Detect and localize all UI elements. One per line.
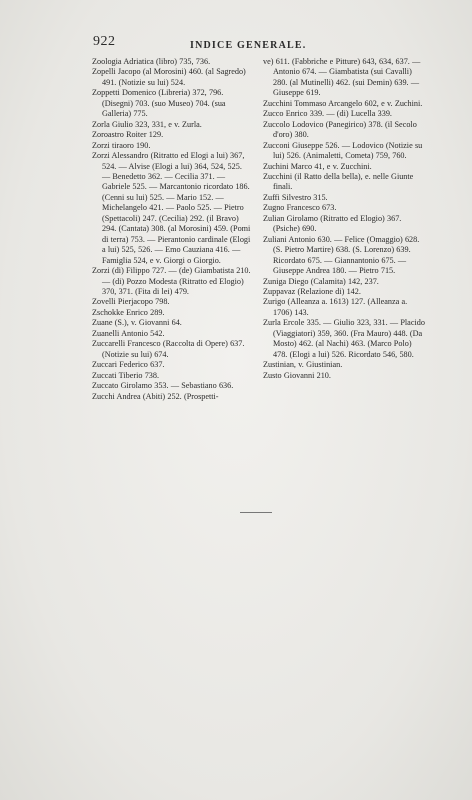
- index-entry: Zovelli Pierjacopo 798.: [92, 297, 170, 307]
- index-entry: Zoroastro Roiter 129.: [92, 130, 164, 140]
- index-entry: Zusto Giovanni 210.: [263, 370, 331, 380]
- index-entry: Zustinian, v. Giustinian.: [263, 360, 343, 370]
- index-entry: Zurla Ercole 335. — Giulio 323, 331. — Placido (Viaggiatori) 359, 360. (Fra Mauro) 448. (Da Mosto) 462. (al Nachi) 463. (Marco Polo) 478. (Elogi a lui) 526. Ricordato 546, 580.: [263, 318, 425, 359]
- index-entry: Zucconi Giuseppe 526. — Lodovico (Notizie su lui) 526. (Animaletti, Cometa) 759, 760.: [263, 140, 423, 161]
- index-entry: Zuccarelli Francesco (Raccolta di Opere) 637. (Notizie su lui) 674.: [92, 339, 245, 359]
- index-column-left: [92, 57, 252, 402]
- index-entry: Zucco Enrico 339. — (di) Lucella 339.: [263, 109, 392, 119]
- index-entry: Zurigo (Alleanza a. 1613) 127. (Alleanza a. 1706) 143.: [263, 297, 408, 317]
- index-entry: Zorzi (di) Filippo 727. — (de) Giambatista 210. — (di) Pozzo Modesta (Ritratto ed Elogio) 370, 371. (Fita di lei) 479.: [92, 266, 251, 296]
- index-entry: Zuchini Marco 41, e v. Zucchini.: [263, 161, 372, 171]
- index-entry: Zulian Girolamo (Ritratto ed Elogio) 367. (Psiche) 690.: [263, 213, 402, 234]
- running-title: INDICE GENERALE.: [190, 40, 307, 51]
- index-entry: Zopelli Jacopo (al Morosini) 460. (al Sagredo) 491. (Notizie su lui) 524.: [92, 67, 246, 87]
- index-column-right: [263, 57, 427, 381]
- end-divider: [240, 512, 272, 513]
- index-entry: Zuccato Girolamo 353. — Sebastiano 636.: [92, 381, 234, 391]
- index-entry: Zuccari Federico 637.: [92, 360, 165, 370]
- index-entry: Zuppavaz (Relazione di) 142.: [263, 286, 361, 296]
- index-entry: ve) 611. (Fabbriche e Pitture) 643, 634, 637. — Antonio 674. — Giambatista (sui Cavalli) 280. (al Mutinelli) 462. (sui Demin) 639. — Giuseppe 619.: [263, 57, 421, 98]
- index-entry: Zuanelli Antonio 542.: [92, 328, 165, 338]
- page-number: 922: [93, 34, 116, 49]
- index-entry: Zucchini (il Ratto della bella), e. nelle Giunte finali.: [263, 171, 414, 192]
- index-entry: Zorzi tiraoro 190.: [92, 140, 151, 150]
- index-entry: Zoologia Adriatica (libro) 735, 736.: [92, 57, 211, 66]
- index-entry: Zuffi Silvestro 315.: [263, 192, 328, 202]
- index-entry: Zorla Giulio 323, 331, e v. Zurla.: [92, 119, 202, 129]
- index-entry: Zschokke Enrico 289.: [92, 307, 165, 317]
- index-entry: Zuniga Diego (Calamita) 142, 237.: [263, 276, 379, 286]
- index-entry: Zugno Francesco 673.: [263, 203, 337, 213]
- index-entry: Zuccati Tiberio 738.: [92, 370, 160, 380]
- index-entry: Zorzi Alessandro (Ritratto ed Elogi a lui) 367, 524. — Alvise (Elogi a lui) 364, 524, 525. — Benedetto 362. — Cecilia 371. — Gabriele 525. — Marcantonio ricordato 186. (Cenni su lui) 525. — Mario 152. — Michelangelo 421. — Paolo 525. — Pietro (Spettacoli) 247. (Cecilia) 292. (il Bravo) 294. (Cantata) 308. (al Morosini) 459. (Pomi di terra) 753. — Pierantonio cardinale (Elogi a lui) 525, 526. — Emo Cauziana 416. — Famiglia 524, e v. Giorgi o Giorgio.: [92, 151, 251, 265]
- index-entry: Zuane (S.), v. Giovanni 64.: [92, 318, 182, 328]
- index-entry: Zucchi Andrea (Abiti) 252. (Prospetti-: [92, 391, 219, 401]
- index-entry: Zuliani Antonio 630. — Felice (Omaggio) 628. (S. Pietro Martire) 638. (S. Lorenzo) 639. Ricordato 675. — Giannantonio 675. — Giuseppe Andrea 180. — Pietro 715.: [263, 234, 420, 276]
- index-entry: Zucchini Tommaso Arcangelo 602, e v. Zuchini.: [263, 98, 423, 108]
- index-entry: Zuccolo Lodovico (Panegirico) 378. (il Secolo d'oro) 380.: [263, 119, 417, 140]
- index-entry: Zoppetti Domenico (Libreria) 372, 796. (Disegni) 703. (suo Museo) 704. (sua Galleria) 775.: [92, 88, 226, 119]
